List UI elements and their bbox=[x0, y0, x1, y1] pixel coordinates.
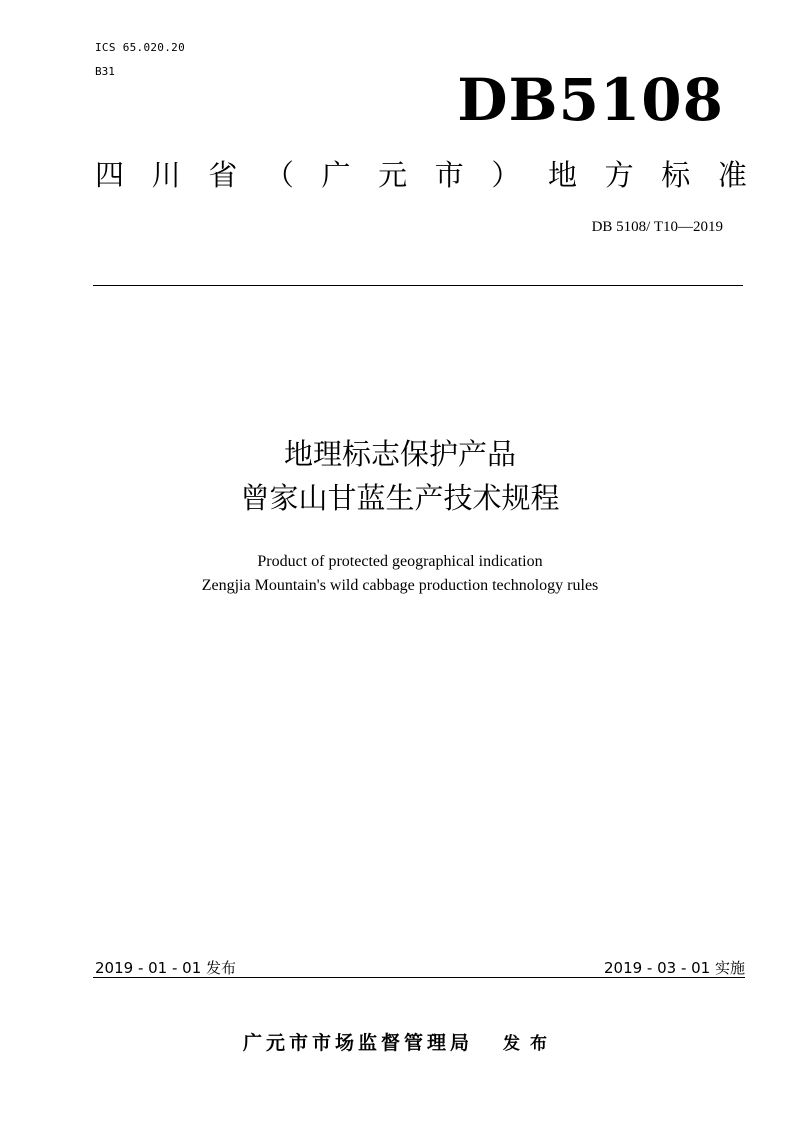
title-cn-line-2: 曾家山甘蓝生产技术规程 bbox=[240, 481, 560, 515]
title-en-line-2: Zengjia Mountain's wild cabbage production technology rules bbox=[201, 577, 599, 594]
standard-type-char: 元 bbox=[378, 158, 408, 192]
standard-type-char: 广 bbox=[321, 158, 351, 192]
standard-type-char: 准 bbox=[717, 158, 747, 192]
issuer-organization: 广元市市场监督管理局 bbox=[242, 1032, 473, 1054]
standard-type-char: 四 bbox=[95, 158, 125, 192]
date-row bbox=[95, 958, 745, 978]
issuer-action: 发布 bbox=[503, 1034, 557, 1054]
issue-date: 2019 - 01 - 01 发布 bbox=[95, 959, 237, 977]
title-chinese bbox=[0, 432, 800, 520]
standard-type-char: 方 bbox=[604, 158, 634, 192]
standard-number: DB 5108/ T10—2019 bbox=[591, 219, 723, 235]
standard-type-char: 地 bbox=[548, 158, 578, 192]
standard-type-char: 川 bbox=[151, 158, 181, 192]
standard-type bbox=[95, 157, 747, 193]
bottom-divider bbox=[93, 977, 745, 978]
issuer bbox=[0, 1030, 800, 1057]
standard-type-char: ） bbox=[491, 158, 521, 192]
top-divider bbox=[93, 285, 743, 286]
implementation-date: 2019 - 03 - 01 实施 bbox=[603, 959, 745, 977]
title-english bbox=[0, 550, 800, 598]
standard-type-char: （ bbox=[264, 158, 294, 192]
title-cn-line-1: 地理标志保护产品 bbox=[283, 437, 516, 471]
standard-type-char: 标 bbox=[661, 158, 691, 192]
standard-type-char: 市 bbox=[434, 158, 464, 192]
db-standard-code: DB5108 bbox=[457, 66, 724, 134]
standard-type-char: 省 bbox=[208, 158, 238, 192]
title-en-line-1: Product of protected geographical indication bbox=[257, 553, 543, 570]
ics-code: ICS 65.020.20 bbox=[95, 41, 185, 54]
ccs-code: B31 bbox=[95, 65, 115, 78]
